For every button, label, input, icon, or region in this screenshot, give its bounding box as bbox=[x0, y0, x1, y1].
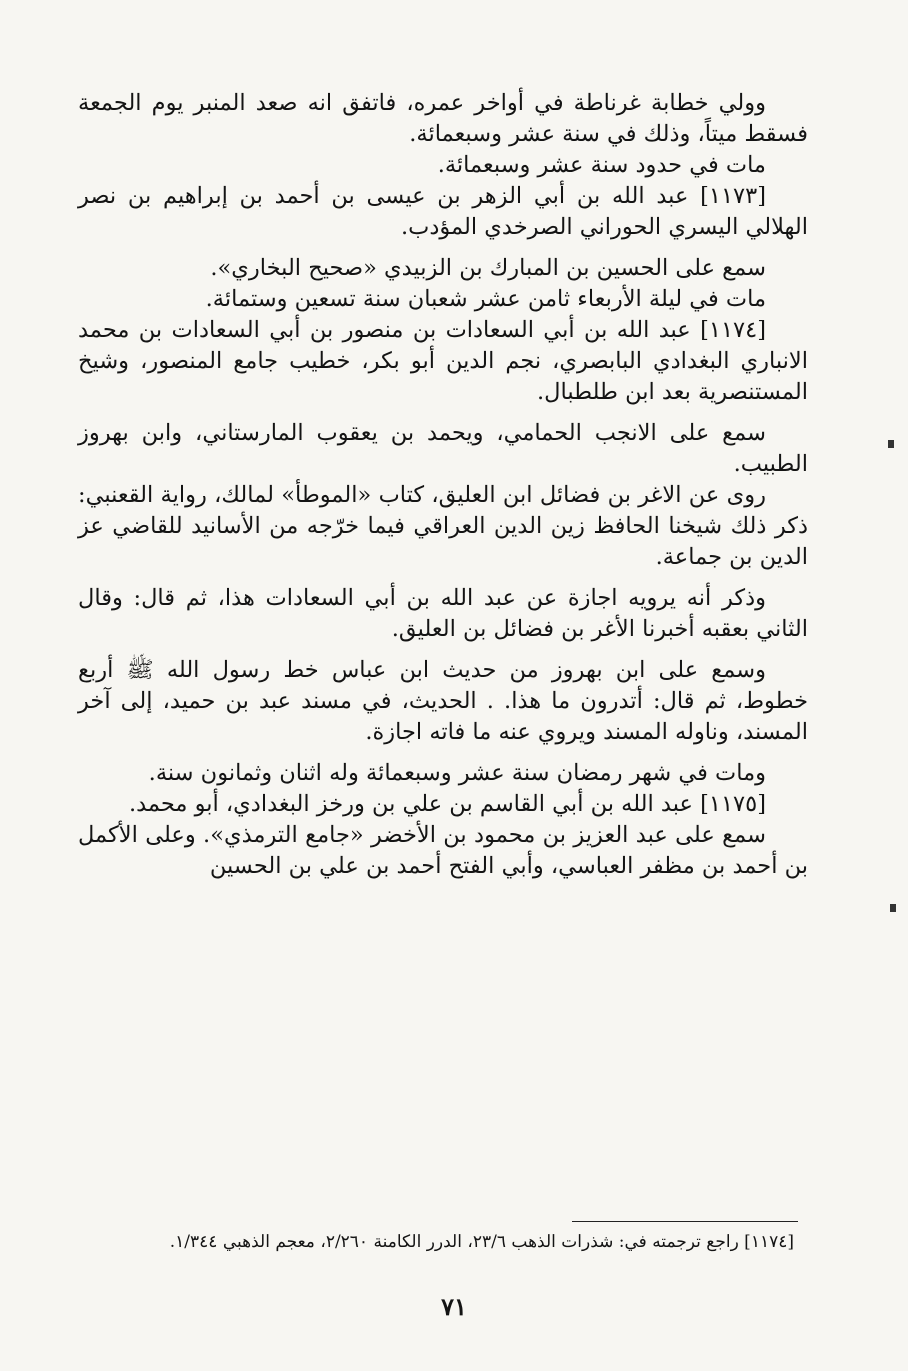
footnote-divider bbox=[572, 1221, 798, 1222]
paragraph: وسمع على ابن بهروز من حديث ابن عباس خط رسول الله ﷺ أربع خطوط، ثم قال: أتدرون ما هذا. . الحديث، في مسند عبد بن حميد، إلى آخر المسند، وناوله المسند ويروي عنه ما فاته اجازة. bbox=[78, 657, 808, 745]
paragraph: وذكر أنه يرويه اجازة عن عبد الله بن أبي السعادات هذا، ثم قال: وقال الثاني بعقبه أخبرنا الأغر بن فضائل بن العليق. bbox=[78, 585, 808, 642]
biography-entry: [١١٧٣] عبد الله بن أبي الزهر بن عيسى بن أحمد بن إبراهيم بن نصر الهلالي اليسري الحوراني الصرخدي المؤدب. bbox=[78, 183, 808, 240]
biography-entry: [١١٧٥] عبد الله بن أبي القاسم بن علي بن ورخز البغدادي، أبو محمد. bbox=[128, 791, 766, 817]
scan-mark-icon bbox=[888, 440, 894, 448]
footnote: [١١٧٤] راجع ترجمته في: شذرات الذهب ٢٣/٦، الدرر الكامنة ٢/٢٦٠، معجم الذهبي ١/٣٤٤. bbox=[169, 1232, 794, 1252]
paragraph: مات في ليلة الأربعاء ثامن عشر شعبان سنة تسعين وستمائة. bbox=[205, 286, 766, 312]
scan-mark-icon bbox=[890, 904, 896, 912]
paragraph: سمع على الحسين بن المبارك بن الزبيدي «صحيح البخاري». bbox=[210, 255, 766, 281]
paragraph: سمع على عبد العزيز بن محمود بن الأخضر «جامع الترمذي». وعلى الأكمل بن أحمد بن مظفر العباسي، وأبي الفتح أحمد بن علي بن الحسين bbox=[78, 822, 808, 879]
paragraph: روى عن الاغر بن فضائل ابن العليق، كتاب «الموطأ» لمالك، رواية القعنبي: ذكر ذلك شيخنا الحافظ زين الدين العراقي فيما خرّجه من الأسانيد للقاضي عز الدين بن جماعة. bbox=[78, 482, 808, 570]
paragraph: مات في حدود سنة عشر وسبعمائة. bbox=[437, 152, 766, 178]
main-text bbox=[78, 88, 808, 882]
page-number: ٧١ bbox=[441, 1292, 467, 1321]
biography-entry: [١١٧٤] عبد الله بن أبي السعادات بن منصور بن أبي السعادات بن محمد الانباري البغدادي البابصري، نجم الدين أبو بكر، خطيب جامع المنصور، وشيخ المستنصرية بعد ابن طلطبال. bbox=[78, 317, 808, 405]
paragraph: وولي خطابة غرناطة في أواخر عمره، فاتفق انه صعد المنبر يوم الجمعة فسقط ميتاً، وذلك في سنة عشر وسبعمائة. bbox=[78, 90, 808, 147]
paragraph: سمع على الانجب الحمامي، ويحمد بن يعقوب المارستاني، وابن بهروز الطبيب. bbox=[78, 420, 808, 477]
paragraph: ومات في شهر رمضان سنة عشر وسبعمائة وله اثنان وثمانون سنة. bbox=[148, 760, 766, 786]
